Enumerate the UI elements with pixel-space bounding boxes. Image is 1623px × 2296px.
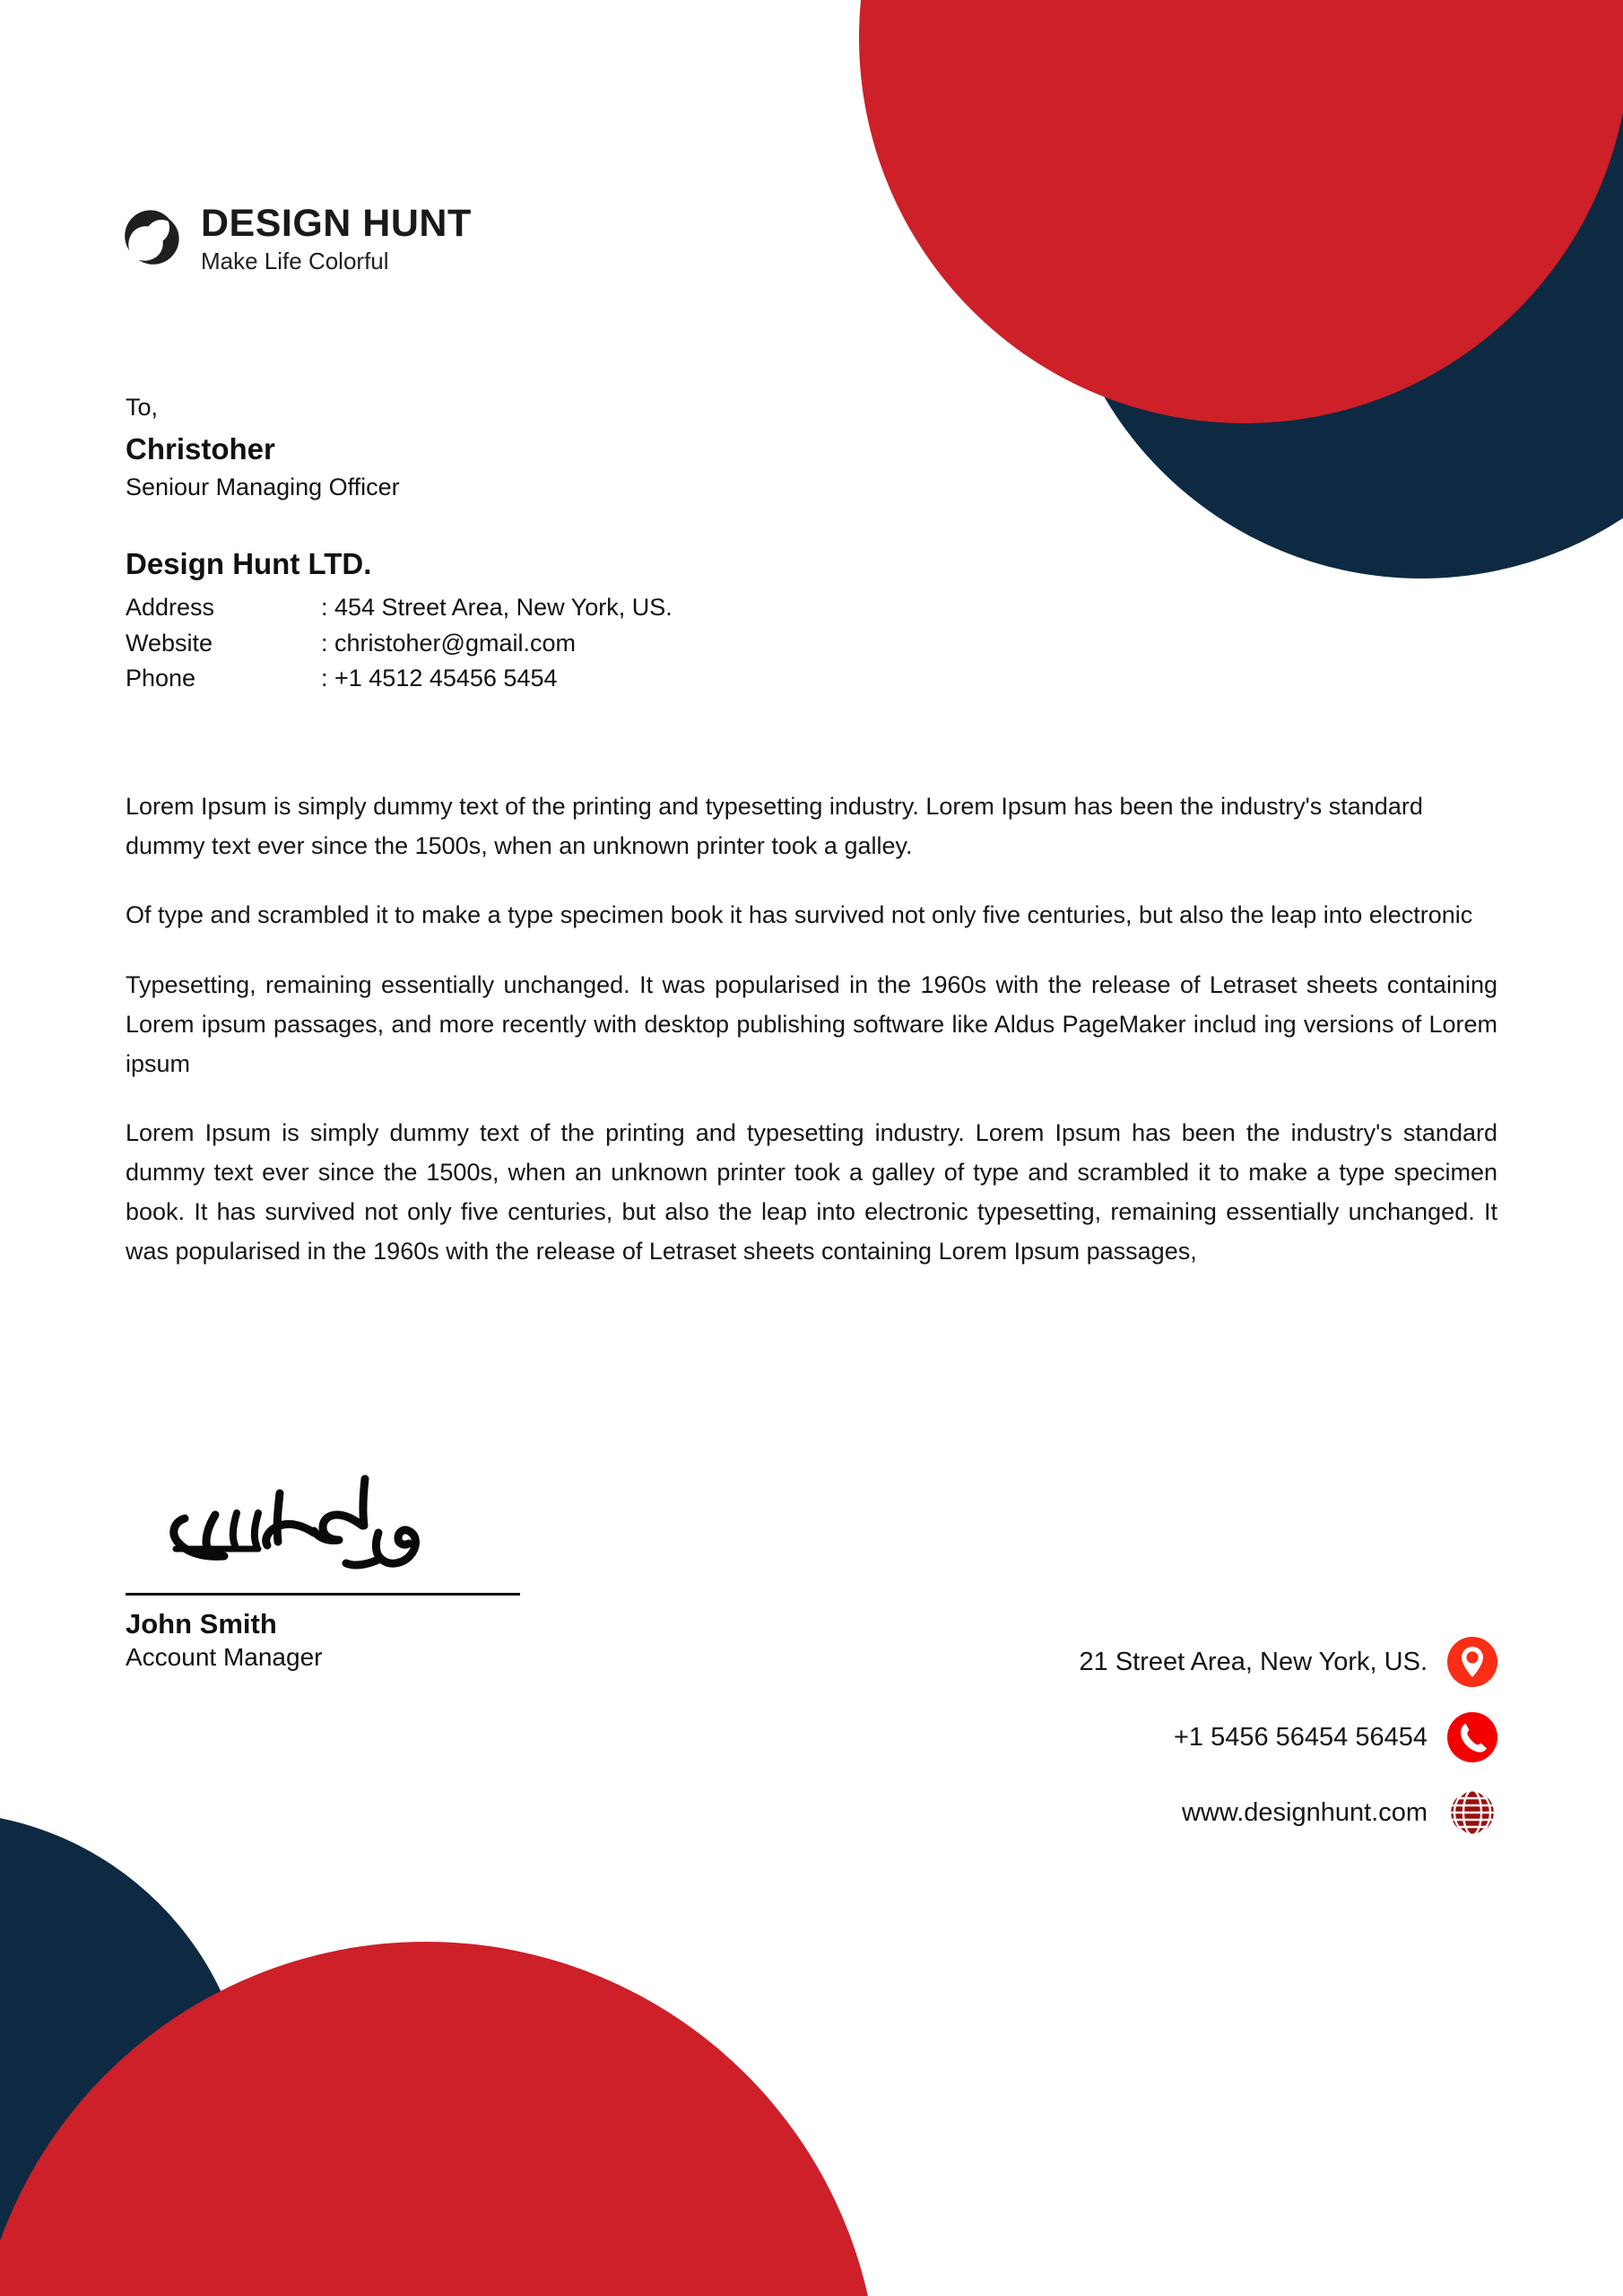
company-label-website: Website [126, 629, 213, 657]
brand-logo-text [201, 204, 472, 273]
recipient-role: Seniour Managing Officer [126, 474, 400, 501]
footer-contact-list [1080, 1637, 1497, 1838]
globe-icon[interactable] [1447, 1787, 1497, 1838]
signature-rule [126, 1593, 520, 1596]
contact-address-text: 21 Street Area, New York, US. [1079, 1647, 1428, 1676]
contact-row-address [1080, 1637, 1497, 1687]
swirl-logo-icon [118, 206, 183, 271]
handwritten-signature [126, 1571, 448, 1587]
company-value-phone: : +1 4512 45456 5454 [321, 665, 558, 692]
contact-website-text: www.designhunt.com [1181, 1797, 1428, 1827]
company-label-address: Address [126, 594, 215, 621]
company-detail-row-phone [126, 661, 673, 697]
contact-phone-text: +1 5456 56454 56454 [1173, 1722, 1428, 1752]
company-value-address: : 454 Street Area, New York, US. [321, 594, 673, 621]
signer-name: John Smith [126, 1608, 277, 1639]
contact-row-website [1080, 1787, 1497, 1838]
company-details-block [126, 547, 673, 697]
body-paragraph-3: Typesetting, remaining essentially unchanged. It was popularised in the 1960s with the release of Letraset sheets containing Lorem ipsum passages, and more recently with desktop publishing software like Aldus PageMaker includ ing versions of Lorem ipsum [126, 971, 1497, 1077]
recipient-salutation: To, [126, 394, 159, 421]
company-detail-row-address [126, 590, 673, 626]
body-paragraph-2: Of type and scrambled it to make a type specimen book it has survived not only five centuries, but also the leap into electronic [126, 901, 1473, 929]
signature-block [126, 1466, 520, 1672]
location-pin-icon[interactable] [1447, 1637, 1497, 1687]
brand-name: DESIGN HUNT [201, 202, 472, 245]
company-label-phone: Phone [126, 665, 196, 692]
recipient-name: Christoher [126, 431, 275, 465]
company-value-website: : christoher@gmail.com [321, 629, 576, 657]
company-detail-row-website [126, 626, 673, 662]
company-name: Design Hunt LTD. [126, 547, 372, 580]
brand-tagline: Make Life Colorful [201, 248, 389, 274]
phone-icon[interactable] [1447, 1712, 1497, 1762]
contact-row-phone [1080, 1712, 1497, 1762]
signer-role: Account Manager [126, 1643, 323, 1671]
body-paragraph-4: Lorem Ipsum is simply dummy text of the printing and typesetting industry. Lorem Ipsum has been the industry's standard dummy text ever since the 1500s, when an unknown printer took a galley of type and scrambled it to make a type specimen book. It has survived not only five centuries, but also the leap into electronic typesetting, remaining essentially unchanged. It was popularised in the 1960s with the release of Letraset sheets containing Lorem Ipsum passages, [126, 1119, 1497, 1265]
brand-logo-block [118, 204, 472, 273]
letter-body [126, 787, 1497, 1301]
recipient-block [126, 392, 400, 504]
body-paragraph-1: Lorem Ipsum is simply dummy text of the printing and typesetting industry. Lorem Ipsum has been the industry's standard dummy text ever since the 1500s, when an unknown printer took a galley. [126, 793, 1423, 859]
